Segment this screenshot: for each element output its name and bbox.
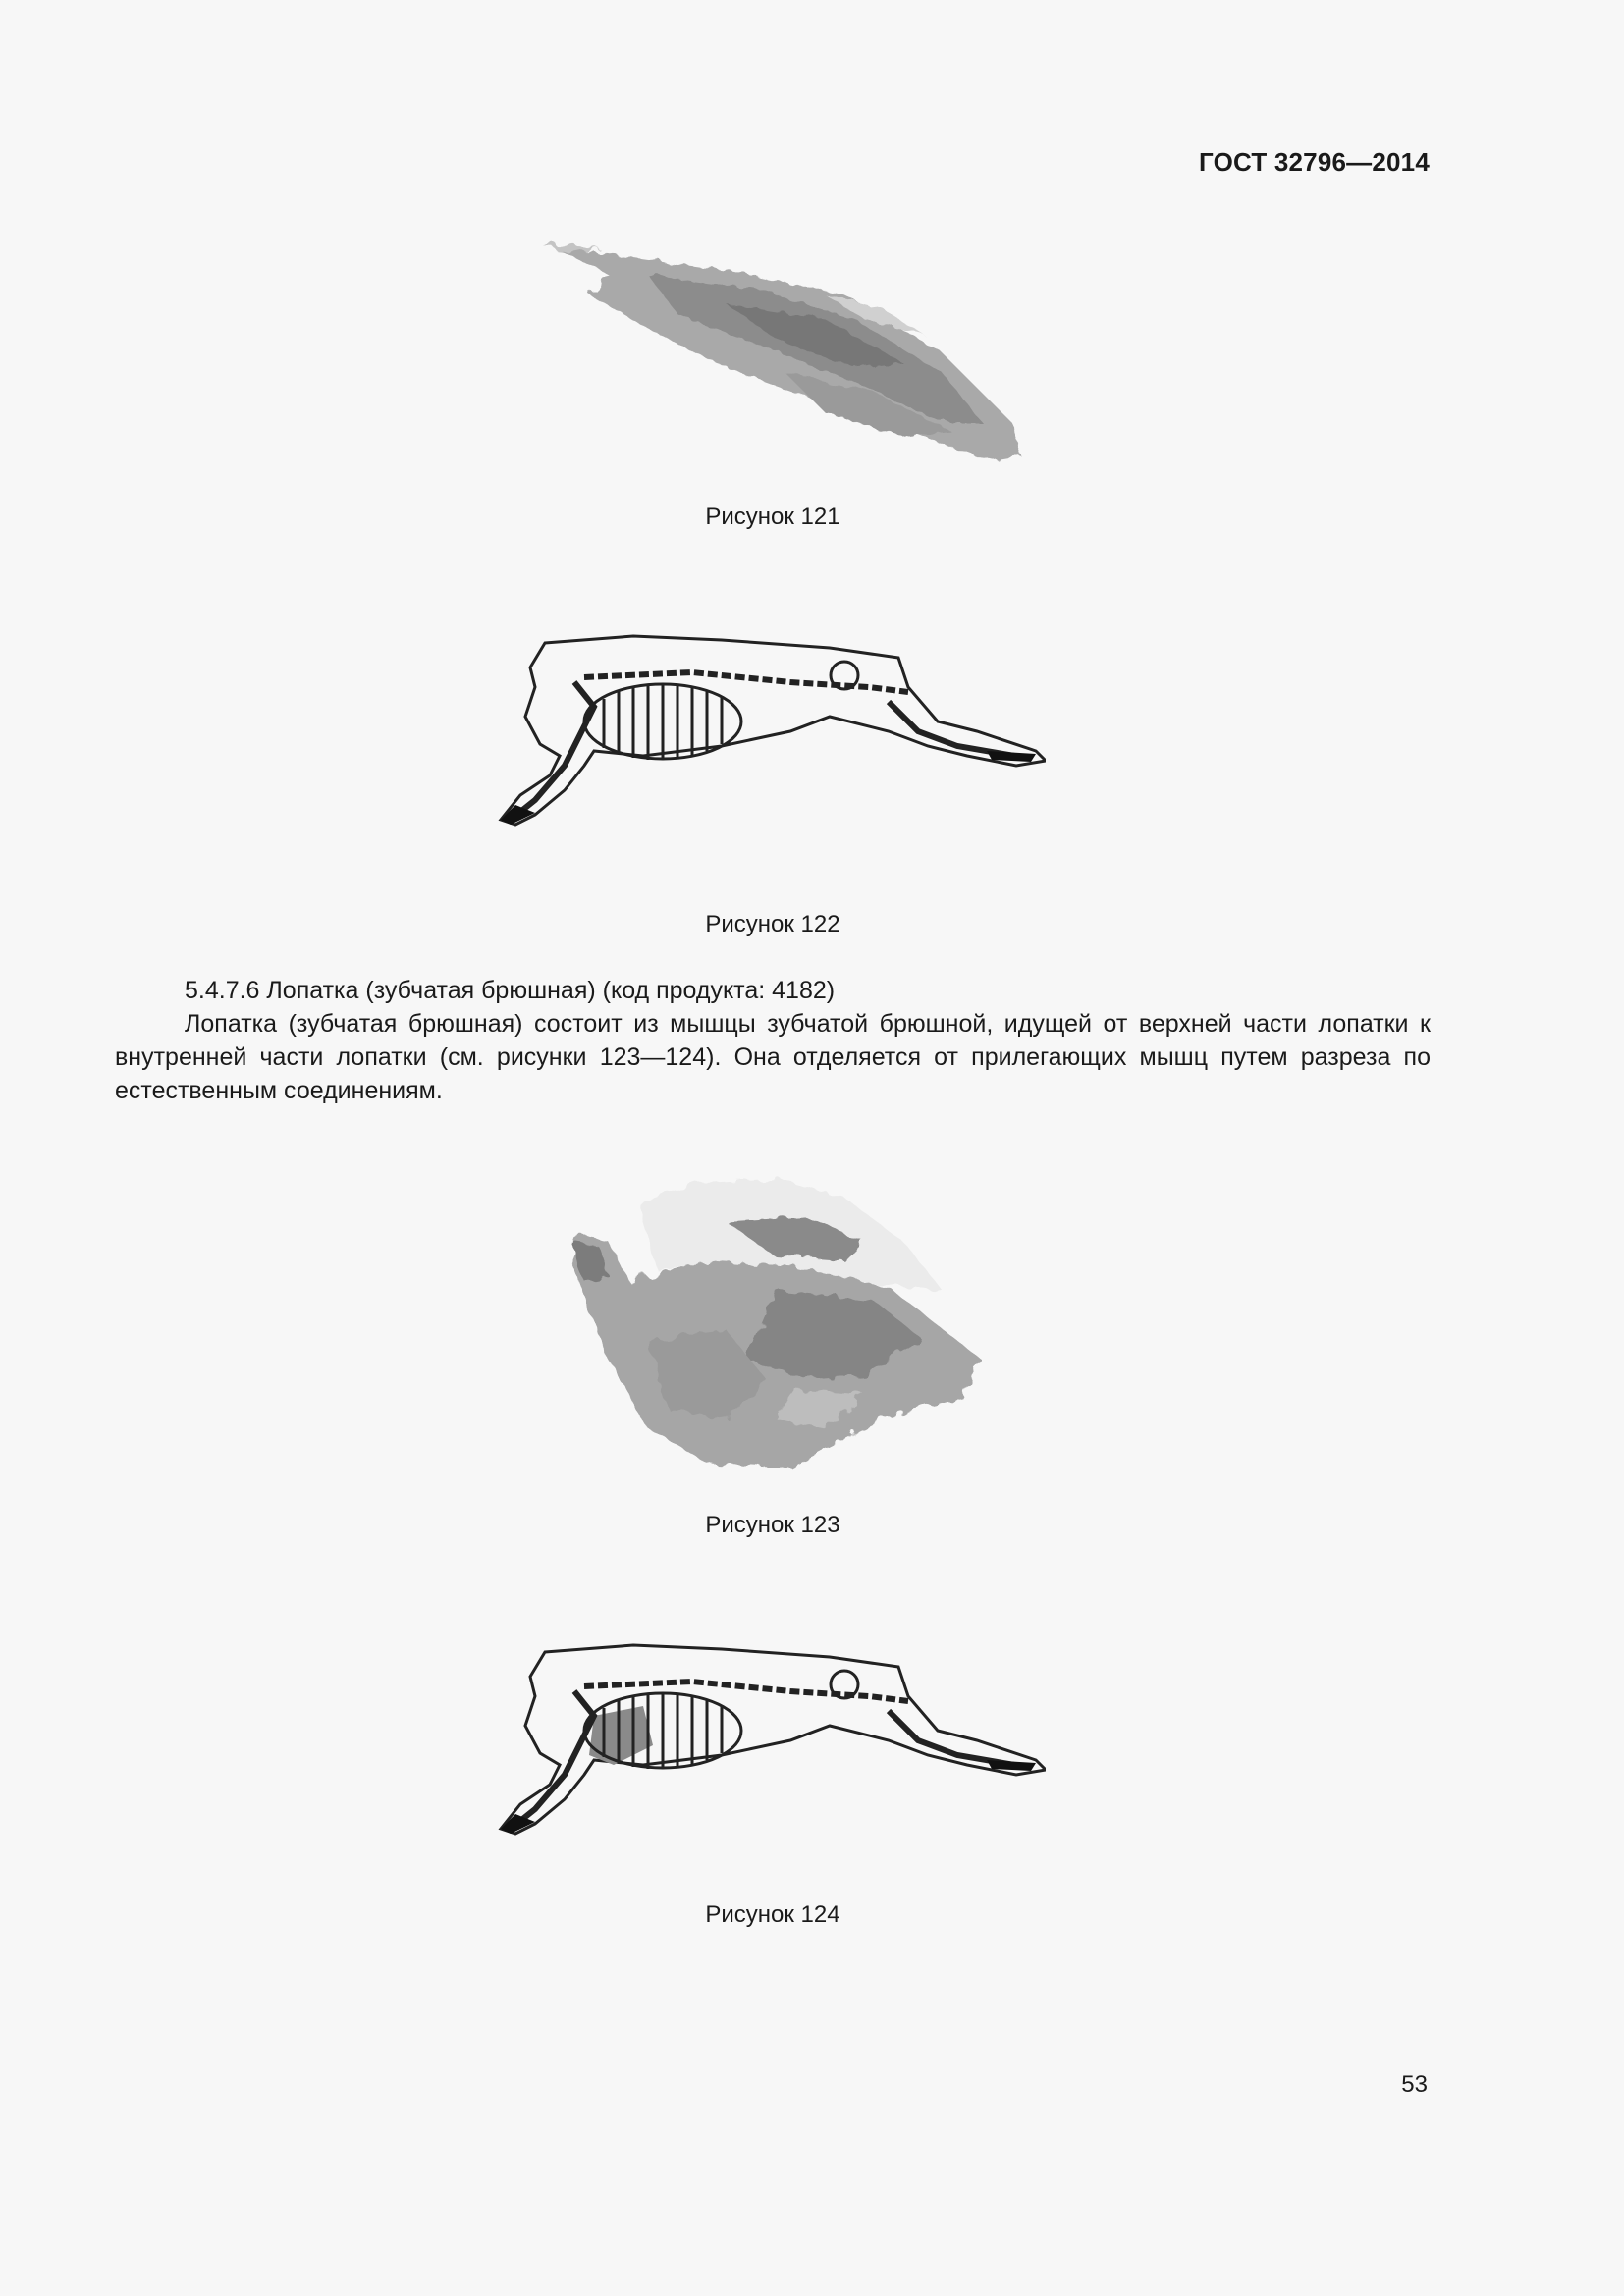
document-header: ГОСТ 32796—2014 [1199, 147, 1430, 177]
section-text [115, 974, 1431, 1107]
figure-caption-121: Рисунок 121 [705, 504, 840, 530]
carcass-diagram [496, 1637, 1046, 1843]
figure-caption-122: Рисунок 122 [705, 911, 840, 937]
figure-124 [0, 1637, 1624, 1843]
page-number: 53 [1401, 2071, 1428, 2098]
figure-123 [0, 1163, 1624, 1477]
carcass-diagram [496, 628, 1046, 834]
section-body: Лопатка (зубчатая брюшная) состоит из мышцы зубчатой брюшной, идущей от верхней части лопатки к внутренней части лопатки (см. рисунки 123—124). Она отделяется от прилегающих мышц путем разреза по естественным соединениям. [115, 1010, 1431, 1104]
figure-caption-123: Рисунок 123 [705, 1512, 840, 1538]
highlighted-cut-region [589, 1706, 653, 1765]
figure-121 [0, 236, 1624, 481]
meat-cut-image [550, 1163, 982, 1477]
meat-cut-image [530, 236, 1041, 481]
section-heading: 5.4.7.6 Лопатка (зубчатая брюшная) (код продукта: 4182) [185, 977, 836, 1004]
figure-122 [0, 628, 1624, 834]
figure-caption-124: Рисунок 124 [705, 1901, 840, 1928]
